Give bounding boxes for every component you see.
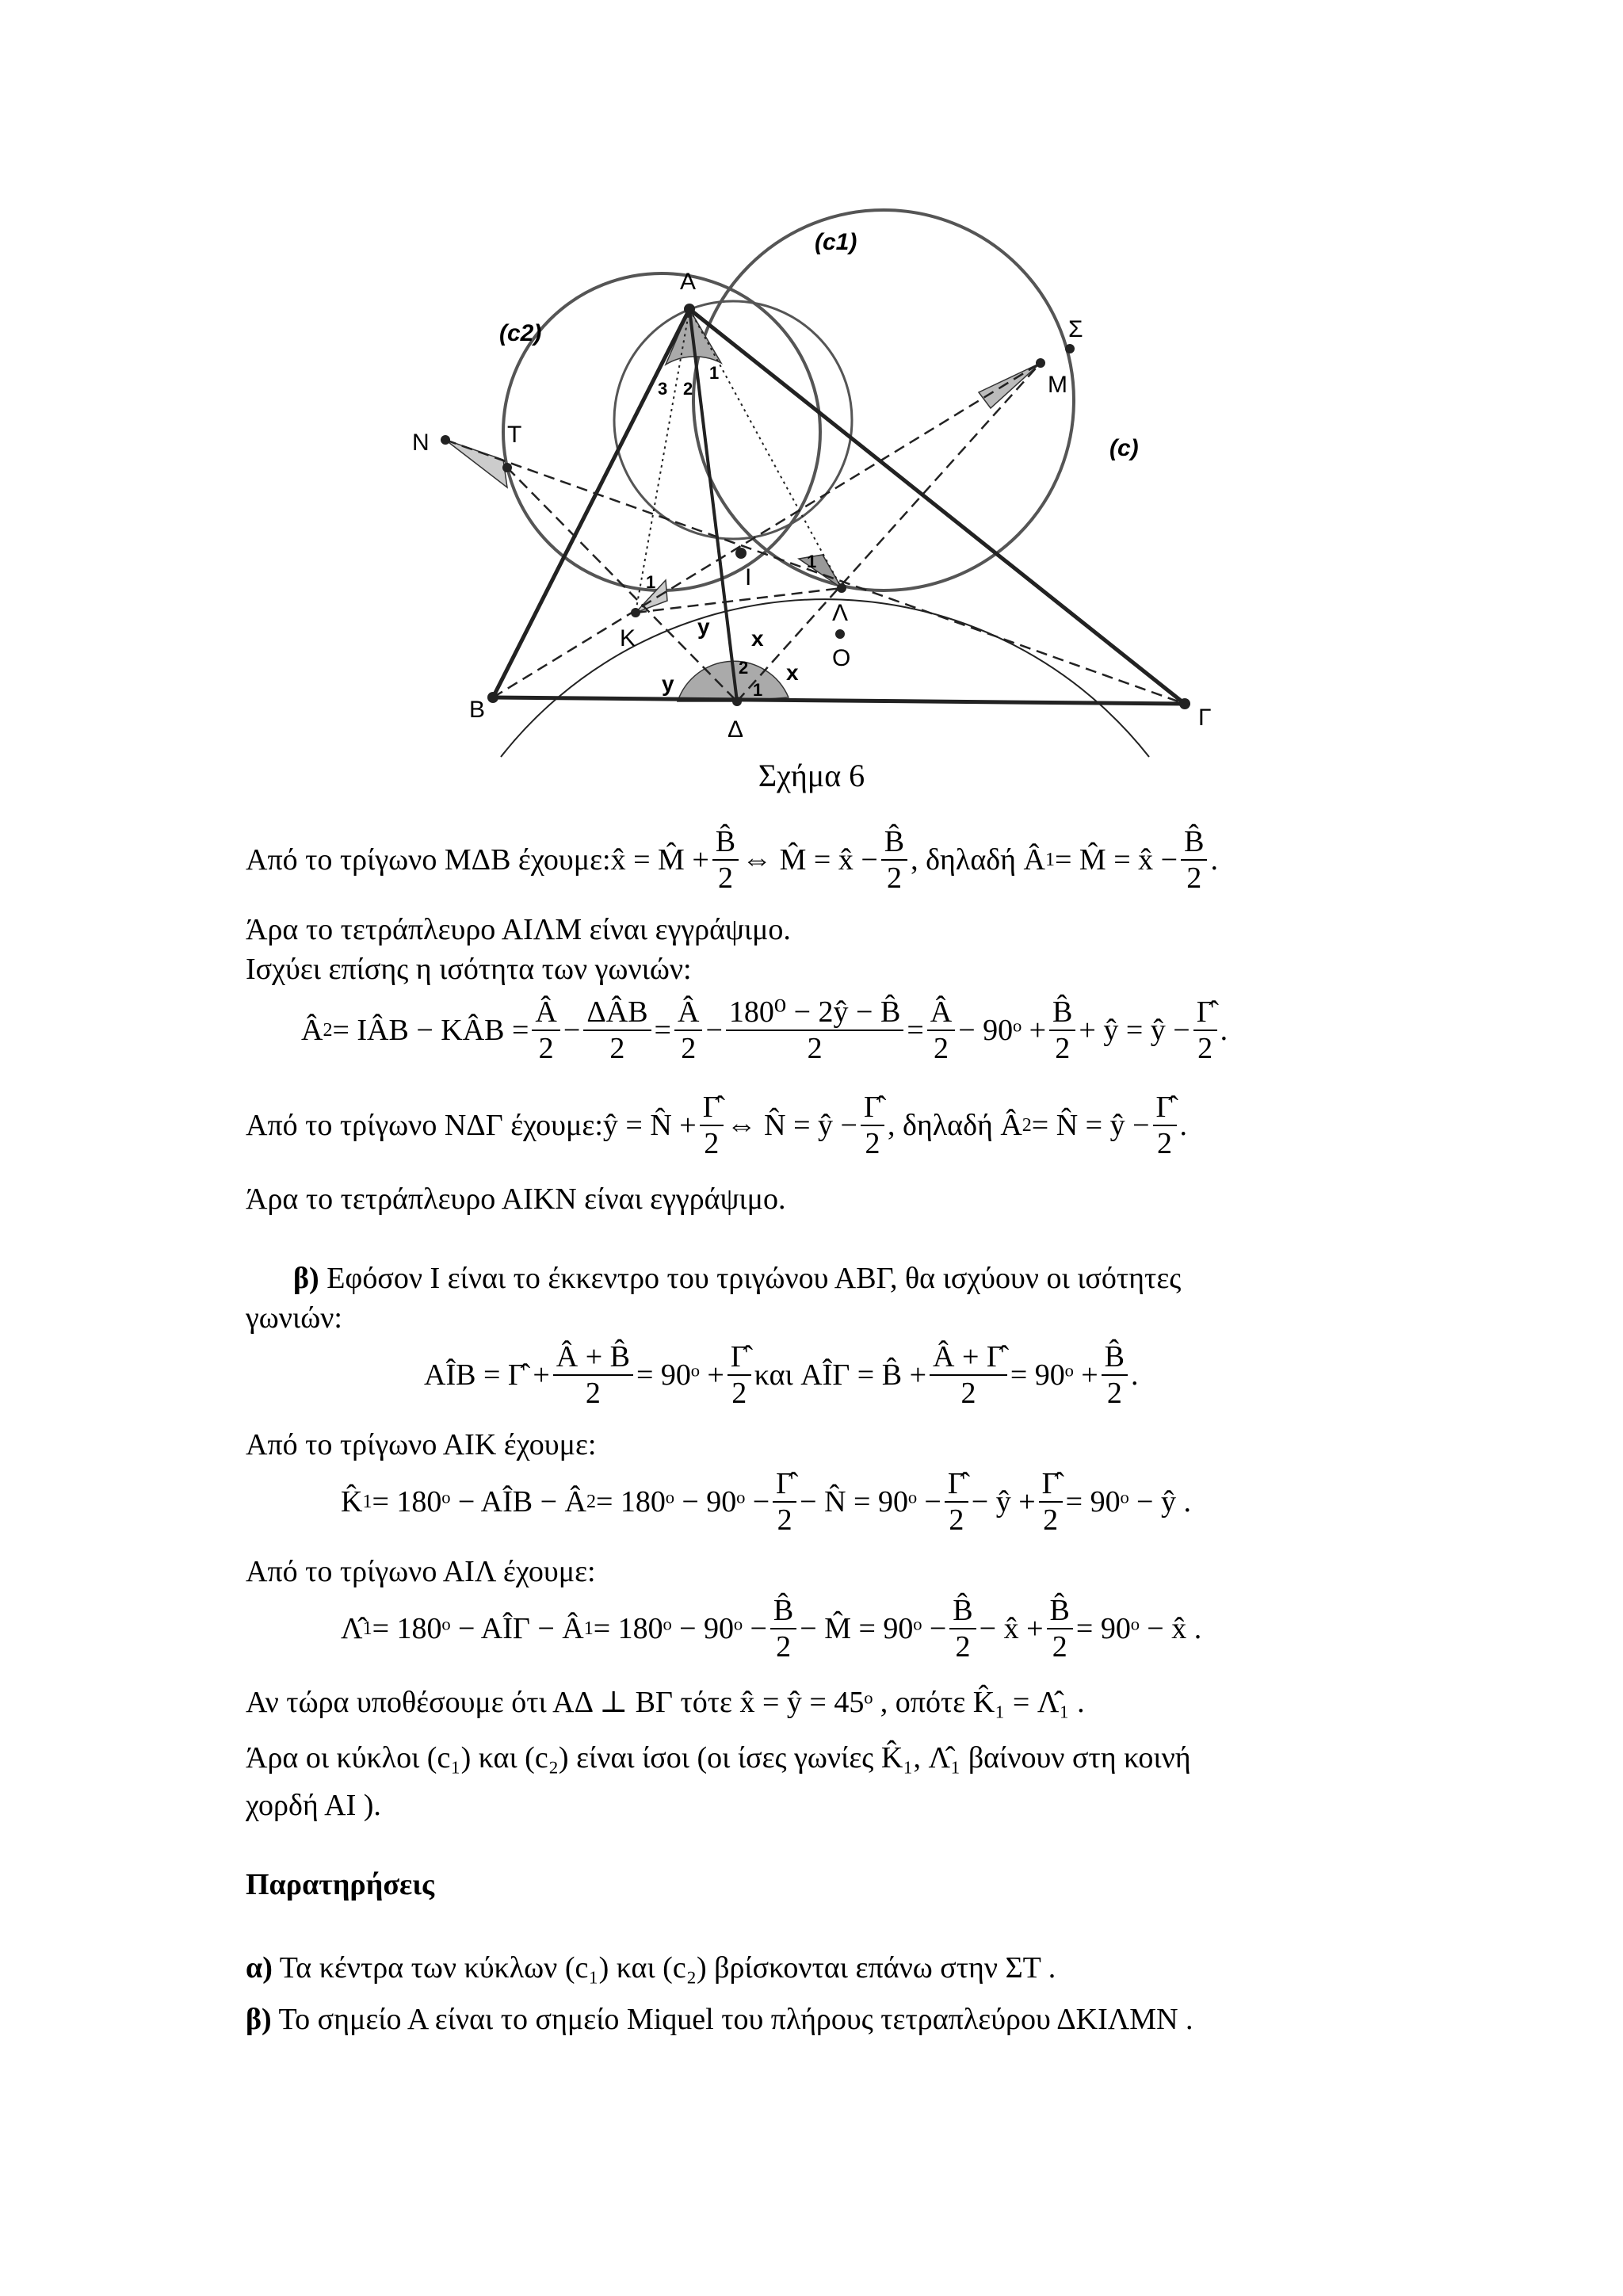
den: 2 [807,1032,823,1065]
den: 2 [1157,1127,1173,1160]
math: = 180ᵒ − AÎΓ − Â [372,1612,584,1645]
fraction [726,995,903,1066]
label-L: Λ [832,600,849,626]
den: 2 [960,1377,976,1410]
math: = 90ᵒ + [636,1358,724,1392]
math: = IÂB − KÂB = [332,1014,529,1047]
fraction [1047,1593,1073,1664]
label-c1: (c1) [815,229,857,255]
circle-small [614,301,852,539]
punct: . [1210,843,1218,877]
math: , δηλαδή Â [911,843,1045,877]
math: ⇔ M̂ = x̂ − [742,843,878,877]
text: Από το τρίγωνο ΝΔΓ έχουμε: [246,1109,603,1142]
num: ΔÂB [583,995,651,1031]
label-D: Δ [727,716,744,743]
observations-title: Παρατηρήσεις [246,1868,435,1901]
observation-b [246,2001,1193,2038]
label-T: T [507,422,522,448]
angle-mark-y2: y [662,671,674,696]
label-S: Σ [1068,316,1083,342]
observation-b-text: Το σημείο Α είναι το σημείο Miquel του πλήρους τετραπλεύρου ΔΚΙΛΜΝ . [271,2003,1193,2036]
label-A: A [680,269,697,295]
math: + ŷ = ŷ − [1079,1014,1190,1047]
figure-svg [412,222,1252,761]
den: 2 [955,1630,971,1664]
circle-c2 [503,273,820,590]
math: − x̂ + [979,1612,1044,1645]
den: 2 [1055,1032,1071,1065]
label-B: B [469,697,486,723]
subscript: 1 [362,1491,372,1512]
part-b-line1 [293,1260,1181,1297]
num: Γ̂ [1153,1090,1177,1126]
angle-L-shade [799,555,842,588]
math: , δηλαδή Â [887,1109,1022,1142]
angle-mark-y1: y [697,614,710,639]
label-K: K [620,625,636,651]
angle-mark-D1: 1 [753,680,763,700]
fraction [674,995,702,1066]
num: B̂ [949,1593,976,1629]
equation-A2 [301,995,1228,1066]
den: 2 [585,1377,601,1410]
fraction [881,824,907,896]
label-N: N [412,430,430,456]
subscript: 1 [1044,849,1055,870]
den: 2 [538,1032,554,1065]
fraction [1181,824,1207,896]
fraction [712,824,739,896]
num: B̂ [712,824,739,861]
num: Γ̂ [945,1466,968,1503]
den: 2 [1043,1503,1059,1537]
den: 2 [777,1503,792,1537]
line-triangle-AIL: Από το τρίγωνο ΑΙΛ έχουμε: [246,1555,596,1588]
den: 2 [731,1377,747,1410]
subscript: 1 [583,1618,594,1639]
den: 2 [886,861,902,895]
punct: . [1131,1358,1139,1392]
fraction [1153,1090,1177,1161]
fraction [1039,1466,1063,1538]
den: 2 [949,1503,964,1537]
math: = N̂ = ŷ − [1031,1109,1150,1142]
den: 2 [776,1630,792,1664]
fraction [1102,1339,1128,1411]
angle-mark-K1: 1 [646,572,656,592]
label-c2: (c2) [499,320,542,346]
num: Γ̂ [861,1090,884,1126]
fraction [930,1339,1007,1411]
fraction [553,1339,633,1411]
num: Γ̂ [700,1090,724,1126]
fraction [949,1593,976,1664]
line-conclusion-2: χορδή ΑΙ ). [246,1789,381,1822]
math: AÎB = Γ̂ + [424,1358,550,1392]
fraction [727,1339,751,1411]
subscript: 1 [362,1618,372,1639]
fraction [700,1090,724,1161]
den: 2 [865,1127,880,1160]
fraction [770,1593,796,1664]
part-b-line2: γωνιών: [246,1301,342,1335]
math: Â [301,1014,323,1047]
observation-a-label: α) [246,1951,273,1985]
label-I: I [745,564,752,590]
den: 2 [609,1032,625,1065]
observation-a [246,1950,1056,1986]
fraction [773,1466,796,1538]
circle-c1 [693,210,1074,590]
angle-mark-x1: x [751,626,764,651]
figure-caption: Σχήμα 6 [758,758,865,793]
math: ⇔ N̂ = ŷ − [726,1109,857,1142]
angle-mark-A2: 2 [683,379,693,399]
num: Â [674,995,702,1031]
math: − [705,1014,723,1047]
observation-a-text: Τα κέντρα των κύκλων (c₁) και (c₂) βρίσκονται επάνω στην ΣΤ . [272,1951,1056,1985]
equation-AIB-AIG [424,1339,1139,1411]
num: 180⁰ − 2ŷ − B̂ [726,995,903,1031]
label-G: Γ [1198,705,1212,731]
num: B̂ [1047,1593,1073,1629]
fraction [861,1090,884,1161]
line-conclusion-1: Άρα οι κύκλοι (c₁) και (c₂) είναι ίσοι (οι ίσες γωνίες K̂₁, Λ̂₁ βαίνουν στη κοινή [246,1741,1191,1775]
angle-N-shade [445,440,507,487]
part-b-label: β) [293,1262,319,1295]
line-cyclic-AILM: Άρα το τετράπλευρο ΑΙΛΜ είναι εγγράψιμο. [246,913,791,946]
fraction [583,995,651,1066]
den: 2 [681,1032,697,1065]
den: 2 [704,1127,720,1160]
part-b-text: Εφόσον Ι είναι το έκκεντρο του τριγώνου ΑΒΓ, θα ισχύουν οι ισότητες [319,1262,1182,1295]
math: = 90ᵒ − x̂ . [1075,1612,1202,1645]
math: = [907,1014,924,1047]
math: − M̂ = 90ᵒ − [800,1612,947,1645]
den: 2 [1186,861,1202,895]
num: B̂ [1181,824,1207,861]
num: Â [532,995,559,1031]
num: Â + B̂ [553,1339,633,1376]
equation-K1 [341,1466,1191,1538]
math: ŷ = N̂ + [602,1109,697,1142]
fraction [1049,995,1075,1066]
math: − N̂ = 90ᵒ − [800,1485,941,1519]
line-triangle-NDG [246,1090,1187,1161]
angle-mark-D2: 2 [739,658,749,678]
num: Γ̂ [1039,1466,1063,1503]
subscript: 2 [1022,1114,1032,1136]
den: 2 [1197,1032,1213,1065]
num: Γ̂ [1193,995,1217,1031]
math: = M̂ = x̂ − [1054,843,1178,877]
num: Â + Γ̂ [930,1339,1007,1376]
math: − 90ᵒ + [958,1014,1047,1047]
math: − [563,1014,581,1047]
math: x̂ = M̂ + [610,843,709,877]
math: και AÎΓ = B̂ + [754,1358,927,1392]
math: = 90ᵒ + [1010,1358,1098,1392]
subscript: 2 [323,1019,333,1041]
math: = [654,1014,671,1047]
label-O: O [832,645,851,671]
line-triangle-AIK: Από το τρίγωνο ΑΙΚ έχουμε: [246,1428,597,1461]
fraction [1193,995,1217,1066]
num: B̂ [881,824,907,861]
num: Â [927,995,955,1031]
num: B̂ [1049,995,1075,1031]
angle-mark-x2: x [786,660,799,685]
observation-b-label: β) [246,2003,272,2036]
math: = 90ᵒ − ŷ . [1065,1485,1191,1519]
math: = 180ᵒ − 90ᵒ − [593,1612,767,1645]
fraction [927,995,955,1066]
line-triangle-MDB [246,824,1218,896]
num: Γ̂ [727,1339,751,1376]
angle-mark-A3: 3 [658,379,668,399]
den: 2 [717,861,733,895]
den: 2 [1052,1630,1067,1664]
den: 2 [933,1032,949,1065]
circle-c-arc [501,599,1149,757]
fraction [532,995,559,1066]
line-equality-intro: Ισχύει επίσης η ισότητα των γωνιών: [246,953,692,986]
math: = 180ᵒ − AÎB − Â [372,1485,586,1519]
subscript: 2 [586,1491,596,1512]
equation-L1 [341,1593,1201,1664]
angle-mark-L1: 1 [807,552,817,571]
math: Λ̂ [341,1612,363,1645]
num: B̂ [770,1593,796,1629]
num: B̂ [1102,1339,1128,1376]
line-assumption: Αν τώρα υποθέσουμε ότι ΑΔ ⊥ ΒΓ τότε x̂ = ŷ = 45ᵒ , οπότε K̂₁ = Λ̂₁ . [246,1686,1085,1719]
line-cyclic-AIKN: Άρα το τετράπλευρο ΑΙΚΝ είναι εγγράψιμο. [246,1182,786,1216]
geometry-figure [412,222,1252,761]
math: = 180ᵒ − 90ᵒ − [595,1485,770,1519]
punct: . [1179,1109,1187,1142]
text: Από το τρίγωνο ΜΔΒ έχουμε: [246,843,611,877]
math: − ŷ + [971,1485,1036,1519]
den: 2 [1106,1377,1122,1410]
label-M: M [1048,372,1067,398]
punct: . [1220,1014,1228,1047]
angle-mark-A1: 1 [709,363,720,383]
num: Γ̂ [773,1466,796,1503]
label-c: (c) [1109,435,1139,461]
math: K̂ [341,1485,363,1519]
fraction [945,1466,968,1538]
